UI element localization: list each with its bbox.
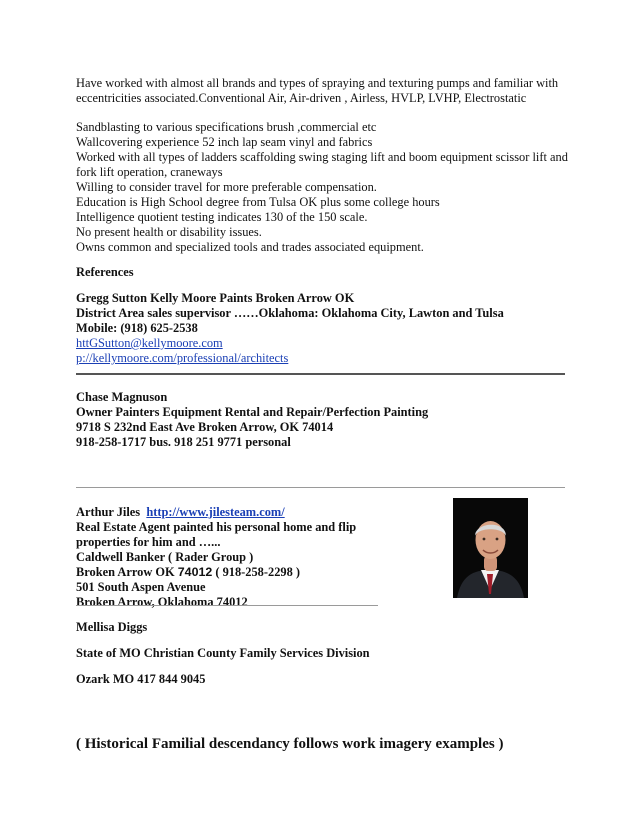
detail-line: Owns common and specialized tools and trades associated equipment.: [76, 240, 424, 254]
reference-title: District Area sales supervisor ……Oklahoma: Oklahoma City, Lawton and Tulsa: [76, 306, 504, 320]
reference-phone: 918-258-1717 bus. 918 251 9771 personal: [76, 435, 291, 449]
reference-line: Real Estate Agent painted his personal home and flip: [76, 520, 357, 534]
references-heading: References: [76, 265, 134, 279]
reference-gregg-sutton: [76, 291, 576, 366]
section-divider: [76, 605, 378, 606]
detail-line: No present health or disability issues.: [76, 225, 262, 239]
reference-contact: Ozark MO 417 844 9045: [76, 672, 206, 686]
reference-name: Gregg Sutton Kelly Moore Paints Broken Arrow OK: [76, 291, 355, 305]
reference-line: Broken Arrow OK 74012 ( 918-258-2298 ): [76, 565, 301, 579]
detail-line: Education is High School degree from Tulsa OK plus some college hours: [76, 195, 440, 209]
reference-line: 501 South Aspen Avenue: [76, 580, 206, 594]
detail-line: Worked with all types of ladders scaffolding swing staging lift and boom equipment scissor lift and: [76, 150, 568, 164]
reference-line: Caldwell Banker ( Rader Group ): [76, 550, 254, 564]
section-divider: [76, 487, 565, 488]
reference-mobile: Mobile: (918) 625-2538: [76, 321, 198, 335]
reference-org: State of MO Christian County Family Services Division: [76, 646, 370, 660]
skills-line: eccentricities associated.Conventional Air, Air-driven , Airless, HVLP, LVHP, Electrostatic: [76, 91, 527, 105]
reference-email-link[interactable]: httGSutton@kellymoore.com: [76, 336, 223, 350]
detail-line: Sandblasting to various specifications brush ,commercial etc: [76, 120, 377, 134]
portrait-photo: [453, 498, 528, 598]
detail-line: Intelligence quotient testing indicates 130 of the 150 scale.: [76, 210, 368, 224]
reference-title: Owner Painters Equipment Rental and Repair/Perfection Painting: [76, 405, 429, 419]
reference-website-link[interactable]: http://www.jilesteam.com/: [146, 505, 285, 519]
detail-line: Wallcovering experience 52 inch lap seam vinyl and fabrics: [76, 135, 373, 149]
reference-name: Mellisa Diggs: [76, 620, 148, 634]
resume-page: [76, 76, 576, 768]
reference-chase-magnuson: [76, 390, 576, 450]
detail-line: Willing to consider travel for more preferable compensation.: [76, 180, 377, 194]
reference-name: Arthur Jiles: [76, 505, 141, 519]
section-divider: [76, 373, 565, 375]
reference-address: 9718 S 232nd East Ave Broken Arrow, OK 74014: [76, 420, 334, 434]
footer-note: ( Historical Familial descendancy follows work imagery examples ): [76, 736, 504, 752]
reference-line: Broken Arrow, Oklahoma 74012: [76, 595, 248, 609]
reference-name: Chase Magnuson: [76, 390, 168, 404]
reference-line: properties for him and …...: [76, 535, 221, 549]
reference-website-link[interactable]: p://kellymoore.com/professional/architects: [76, 351, 289, 365]
reference-mellisa-diggs: [76, 620, 576, 687]
detail-line: fork lift operation, craneways: [76, 165, 223, 179]
skills-line: Have worked with almost all brands and types of spraying and texturing pumps and familiar with: [76, 76, 559, 90]
